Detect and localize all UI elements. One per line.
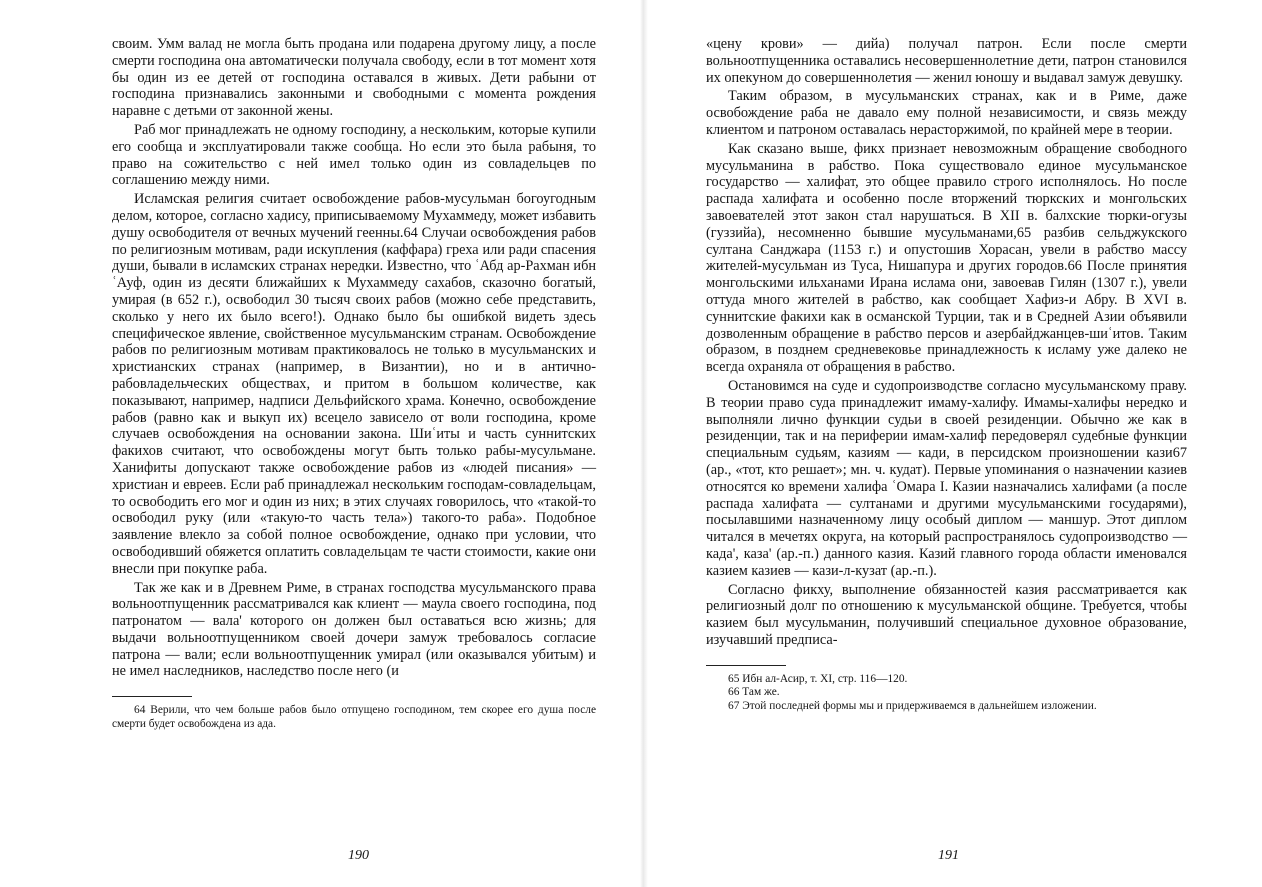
left-page xyxy=(112,36,596,731)
footnote-64: 64 Верили, что чем больше рабов было отпущено господином, тем скорее его душа после смерти будет освобождена из ада. xyxy=(112,704,596,730)
right-paragraph-2: Таким образом, в мусульманских странах, как и в Риме, даже освобождение раба не давало ему полной независимости, и связь между клиентом и патроном оставалась нерасторжимой, по крайней мере в теории. xyxy=(706,88,1187,138)
left-paragraph-1: своим. Умм валад не могла быть продана или подарена другому лицу, а после смерти господина она автоматически получала свободу, если в тот момент хотя бы один из ее детей от господина оставался в живых. Дети рабыни от господина признавались законными и свободными с момента рождения наравне с детьми от законной жены. xyxy=(112,36,596,120)
right-paragraph-4: Остановимся на суде и судопроизводстве согласно мусульманскому праву. В теории право суда принадлежит имаму-халифу. Имамы-халифы нередко и выполняли лично функции судьи в своей резиденции. Обычно же как в резиденции, так и на периферии имам-халиф передоверял судебные функции специальным судьям, казиям — кади, в персидском произношении кази67 (ар., «тот, кто решает»; мн. ч. кудат). Первые упоминания о назначении казиев относятся ко времени халифа ʿОмара I. Казии назначались халифами (а после распада халифата — султанами и другими мусульманскими государями), посылавшими назначенному лицу особый диплом — маншур. Этот диплом читался в мечетях округа, на который распространялось судопроизводство — када', каза' (ар.-п.) данного казия. Казий главного города области именовался казием казиев — кази-л-кузат (ар.-п.). xyxy=(706,377,1187,579)
book-gutter xyxy=(640,0,648,887)
footnote-67: 67 Этой последней формы мы и придерживаемся в дальнейшем изложении. xyxy=(728,699,1097,712)
left-paragraph-3: Исламская религия считает освобождение рабов-мусульман богоугодным делом, которое, согласно хадису, приписываемому Мухаммеду, может избавить душу освободителя от вечных мучений геенны.64 Случаи освобождения рабов по религиозным мотивам, ради искупления (каффара) греха или ради спасения души, бывали в исламских странах нередки. Известно, что ʿАбд ар-Рахман ибн ʿАуф, один из десяти ближайших к Мухаммеду сахабов, сказочно богатый, умирая (в 652 г.), освободил 30 тысяч своих рабов (можно себе представить, сколько у него их было всего!). Однако было бы ошибкой видеть здесь специфическое явление, свойственное мусульманским странам. Освобождение рабов по религиозным мотивам практиковалось не только в мусульманских и христианских странах (например, в Византии), но и в антично-рабовладельческих обществах, и притом в большом количестве, как показывают, например, надписи Дельфийского храма. Конечно, освобождение рабов (равно как и выкуп их) всецело зависело от воли господина, кроме случаев освобождения на основании закона. Шиʿиты и часть суннитских факихов считают, что освобождены могут быть только рабы-мусульмане. Ханифиты допускают также освобождение рабов из «людей писания» — христиан и евреев. Если раб принадлежал нескольким господам-совладельцам, то освободить его мог и один из них; в этих случаях говорилось, что «такой-то освободил руку (или «такую-то часть тела») такого-то раба». Подобное заявление влекло за собой полное освобождение, однако при условии, что освободивший обяжется оплатить совладельцам те части стоимости, какие они внесли при покупке раба. xyxy=(112,191,596,577)
page-number-right: 191 xyxy=(938,848,959,863)
footnote-65: 65 Ибн ал-Асир, т. XI, стр. 116—120. xyxy=(728,672,908,685)
right-paragraph-5: Согласно фикху, выполнение обязанностей казия рассматривается как религиозный долг по отношению к мусульманской общине. Требуется, чтобы казием был мусульманин, получивший специальное духовное образование, изучавший предписа- xyxy=(706,581,1187,648)
footnote-separator xyxy=(112,696,192,697)
footnote-separator xyxy=(706,665,786,666)
footnote-66: 66 Там же. xyxy=(728,686,780,699)
right-paragraph-1: «цену крови» — дийа) получал патрон. Если после смерти вольноотпущенника оставались несовершеннолетние дети, патрон становился их опекуном до совершеннолетия — женил юношу и выдавал замуж девушку. xyxy=(706,36,1187,86)
right-page xyxy=(706,36,1187,713)
left-paragraph-4: Так же как и в Древнем Риме, в странах господства мусульманского права вольноотпущенник рассматривался как клиент — маула своего господина, под патронатом — вала' которого он должен был оставаться всю жизнь; для выдачи вольноотпущенником своей дочери замуж требовалось согласие патрона — вали; если вольноотпущенник умирал (или оказывался убитым) и не имел наследников, наследство после него (и xyxy=(112,579,596,680)
right-paragraph-3: Как сказано выше, фикх признает невозможным обращение свободного мусульманина в рабство. Пока существовало единое мусульманское государство — халифат, это общее правило строго исполнялось. Но после распада халифата и особенно после вторжений тюркских и монгольских завоевателей этот закон стал нарушаться. В XII в. балхские тюрки-огузы (гуззийа), несомненно бывшие мусульманами,65 разбив сельджукского султана Санджара (1153 г.) и опустошив Хорасан, увели в рабство массу жителей-мусульман из Туса, Нишапура и других городов.66 После принятия монгольскими ильханами Ирана ислама они, завоевав Гилян (1307 г.), увели оттуда много жителей в рабство, как сообщает Хафиз-и Абру. В XVI в. суннитские факихи как в османской Турции, так и в Средней Азии объявили дозволенным обращение в рабство персов и азербайджанцев-шиʿитов. Таким образом, в позднем средневековье принадлежность к исламу уже далеко не всегда охраняла от обращения в рабство. xyxy=(706,140,1187,376)
page-number-left: 190 xyxy=(348,848,369,863)
left-paragraph-2: Раб мог принадлежать не одному господину, а нескольким, которые купили его сообща и эксплуатировали также сообща. Но если это была рабыня, то право на сожительство с ней имел только один из совладельцев по соглашению между ними. xyxy=(112,121,596,189)
